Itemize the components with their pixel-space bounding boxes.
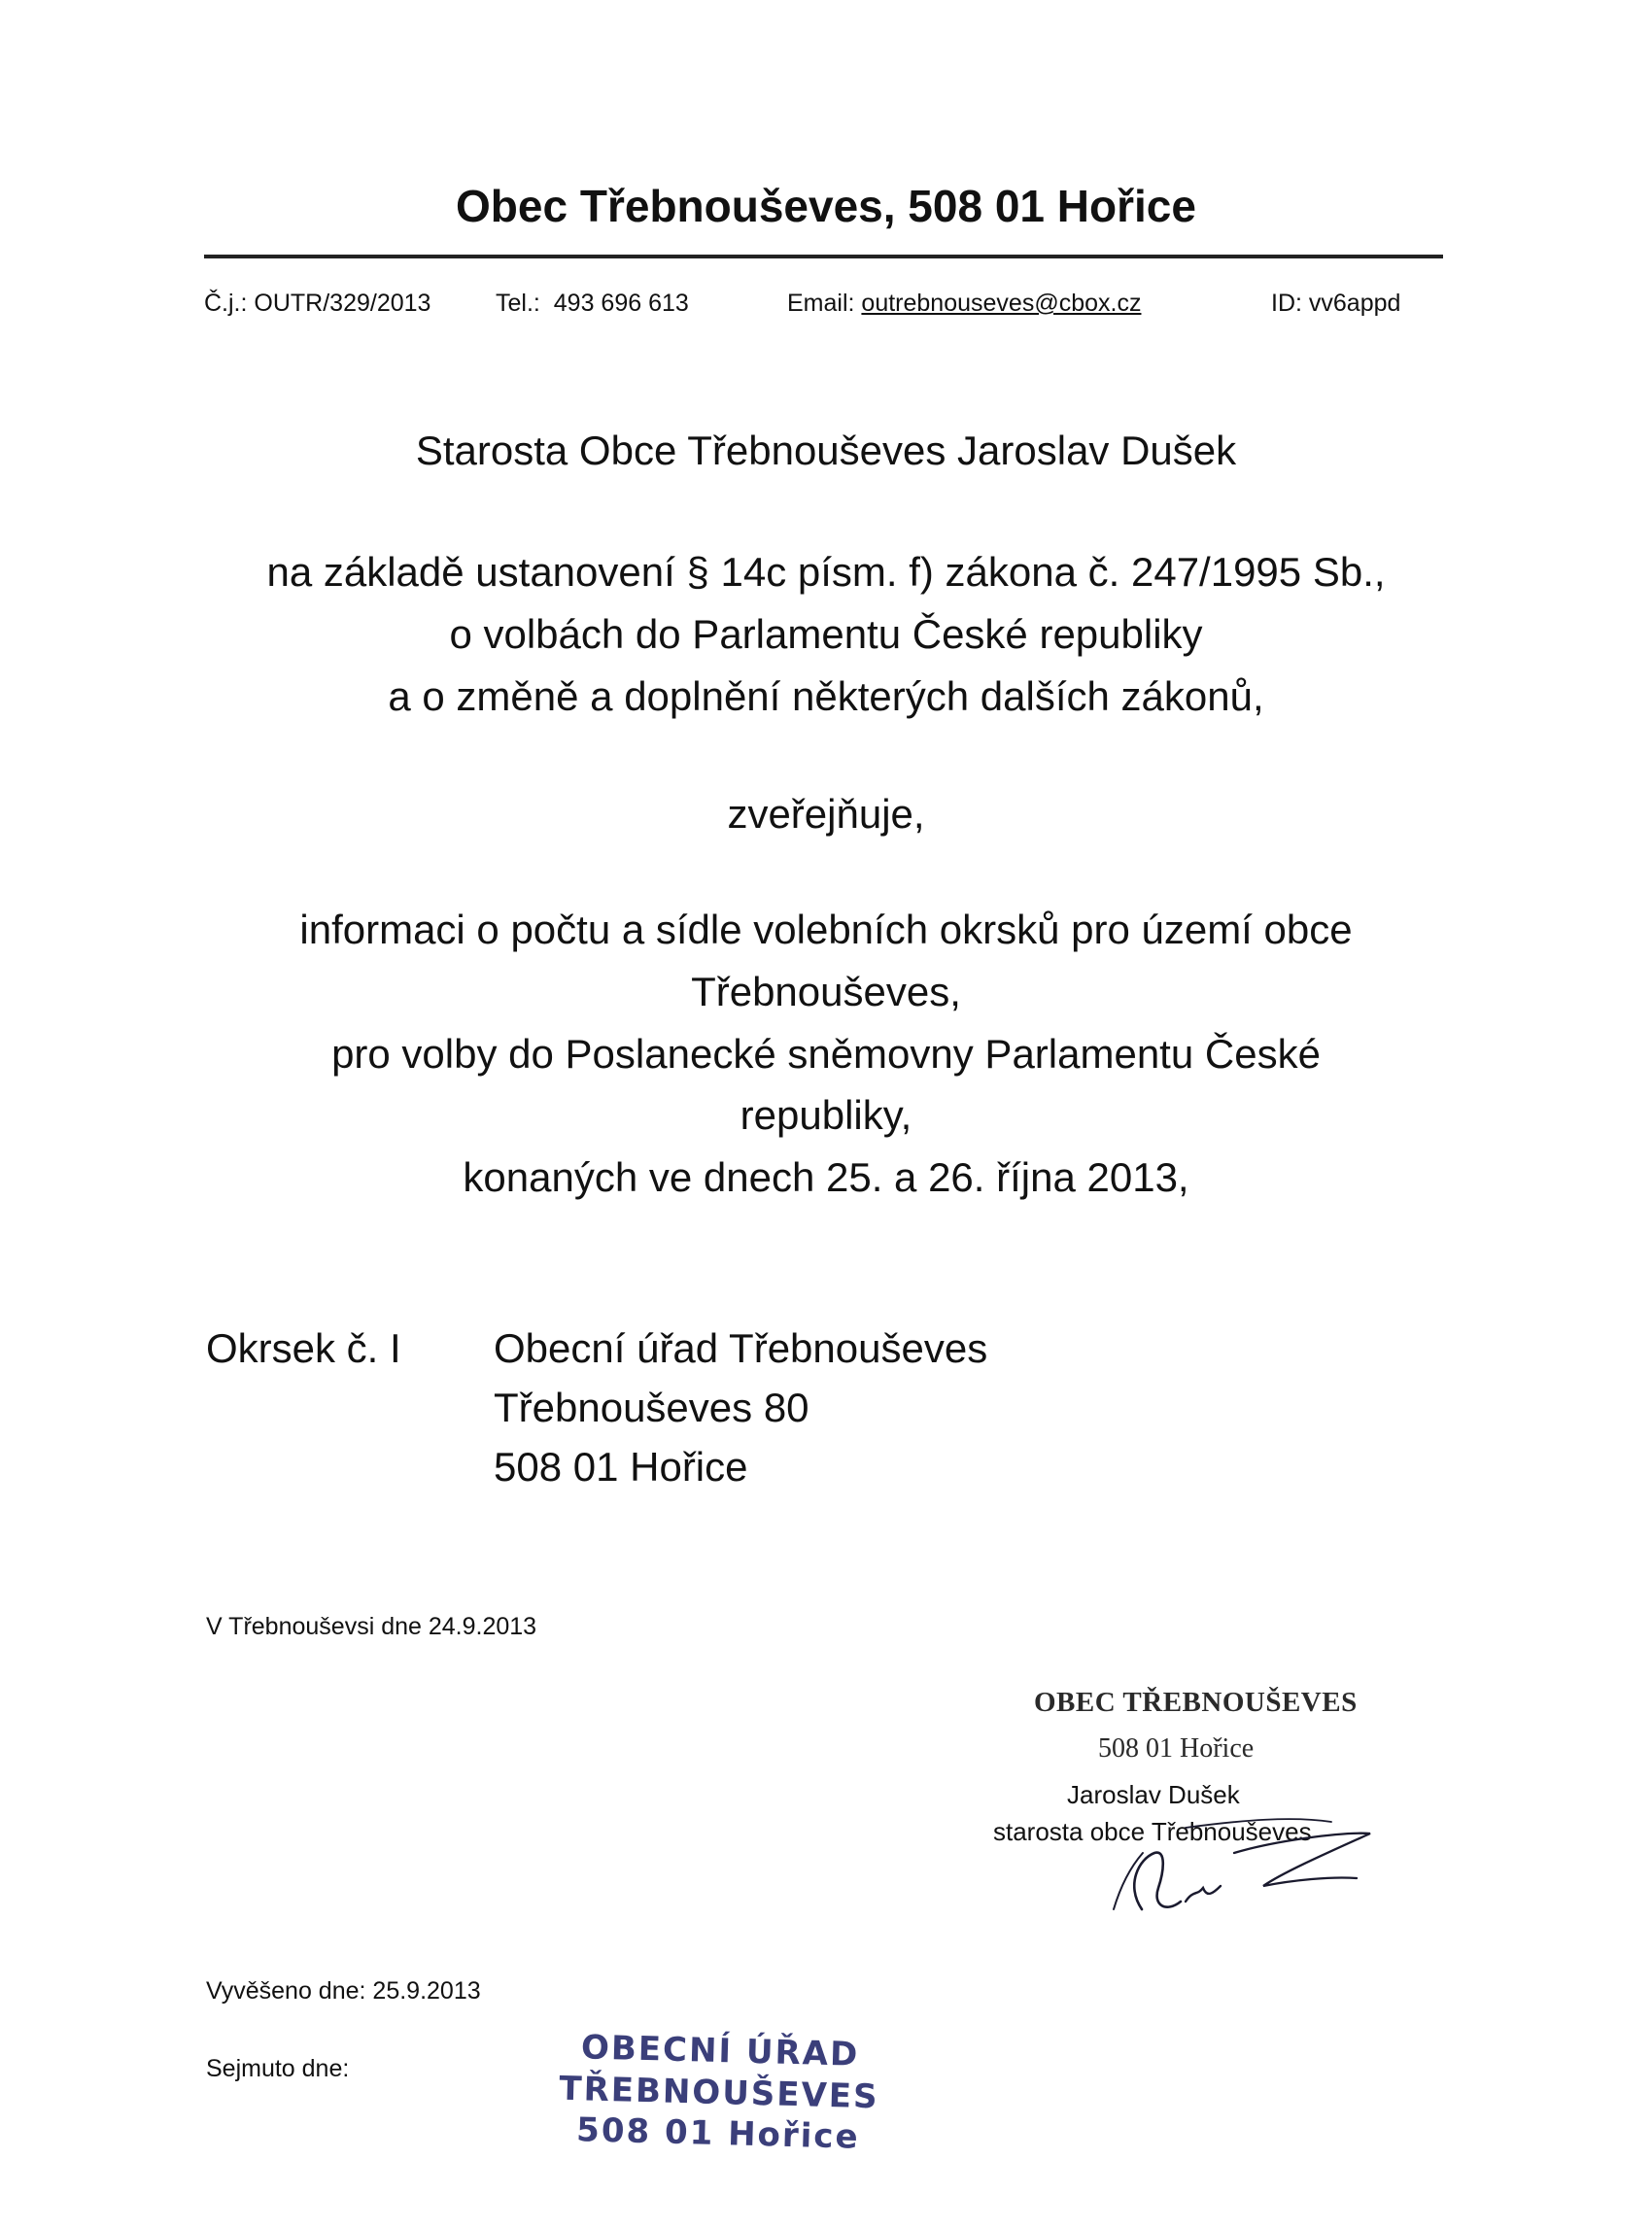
signatory-name: Jaroslav Dušek [1067,1780,1240,1809]
header-divider [204,255,1443,258]
office-stamp-line: OBECNÍ ÚŘAD [580,2028,860,2074]
phone-label: Tel.: [496,290,540,317]
office-stamp-line: 508 01 Hořice [575,2110,861,2157]
announcement [0,899,1652,1209]
reference-number: Č.j.: OUTR/329/2013 [204,290,431,317]
announcement-line: republiky, [740,1092,912,1139]
office-stamp-line: TŘEBNOUŠEVES [558,2069,880,2116]
signatory-role: starosta obce Třebnouševes [993,1817,1312,1846]
legal-basis-line: a o změně a doplnění některých dalších zákonů, [388,672,1264,719]
email-label: Email: [787,290,855,317]
announcement-line: Třebnouševes, [691,968,961,1014]
email-link[interactable]: outrebnouseves@cbox.cz [861,290,1142,317]
phone-number: 493 696 613 [553,290,689,317]
handwritten-signature [1050,1793,1380,1929]
data-box-id: ID: vv6appd [1271,290,1401,317]
verb-line: zveřejňuje, [727,791,925,837]
signature-stamp-line1: OBEC TŘEBNOUŠEVES [1034,1687,1358,1718]
announcement-line: informaci o počtu a sídle volebních okrsků pro území obce [299,907,1353,952]
district-address-line: Třebnouševes 80 [494,1385,809,1430]
phone-info [496,290,689,318]
district-address-line: 508 01 Hořice [494,1444,748,1490]
legal-basis-line: o volbách do Parlamentu České republiky [449,610,1203,657]
place-and-date: V Třebnouševsi dne 24.9.2013 [206,1613,537,1640]
legal-basis [0,541,1652,727]
document-title: Obec Třebnouševes, 508 01 Hořice [456,181,1196,231]
announcement-line: pro volby do Poslanecké sněmovny Parlamentu České [331,1030,1321,1077]
office-stamp [542,2026,895,2159]
removed-date: Sejmuto dne: [206,2055,350,2082]
legal-basis-line: na základě ustanovení § 14c písm. f) zákona č. 247/1995 Sb., [266,549,1386,595]
posted-date: Vyvěšeno dne: 25.9.2013 [206,1977,481,2005]
issuer-line: Starosta Obce Třebnouševes Jaroslav Dušek [415,428,1237,473]
district-address-line: Obecní úřad Třebnouševes [494,1325,988,1371]
announcement-line: konaných ve dnech 25. a 26. října 2013, [463,1154,1189,1201]
signature-stamp-line2: 508 01 Hořice [1098,1733,1255,1764]
email-info [787,290,1141,318]
district-address [494,1319,987,1496]
district-label: Okrsek č. I [206,1325,401,1371]
